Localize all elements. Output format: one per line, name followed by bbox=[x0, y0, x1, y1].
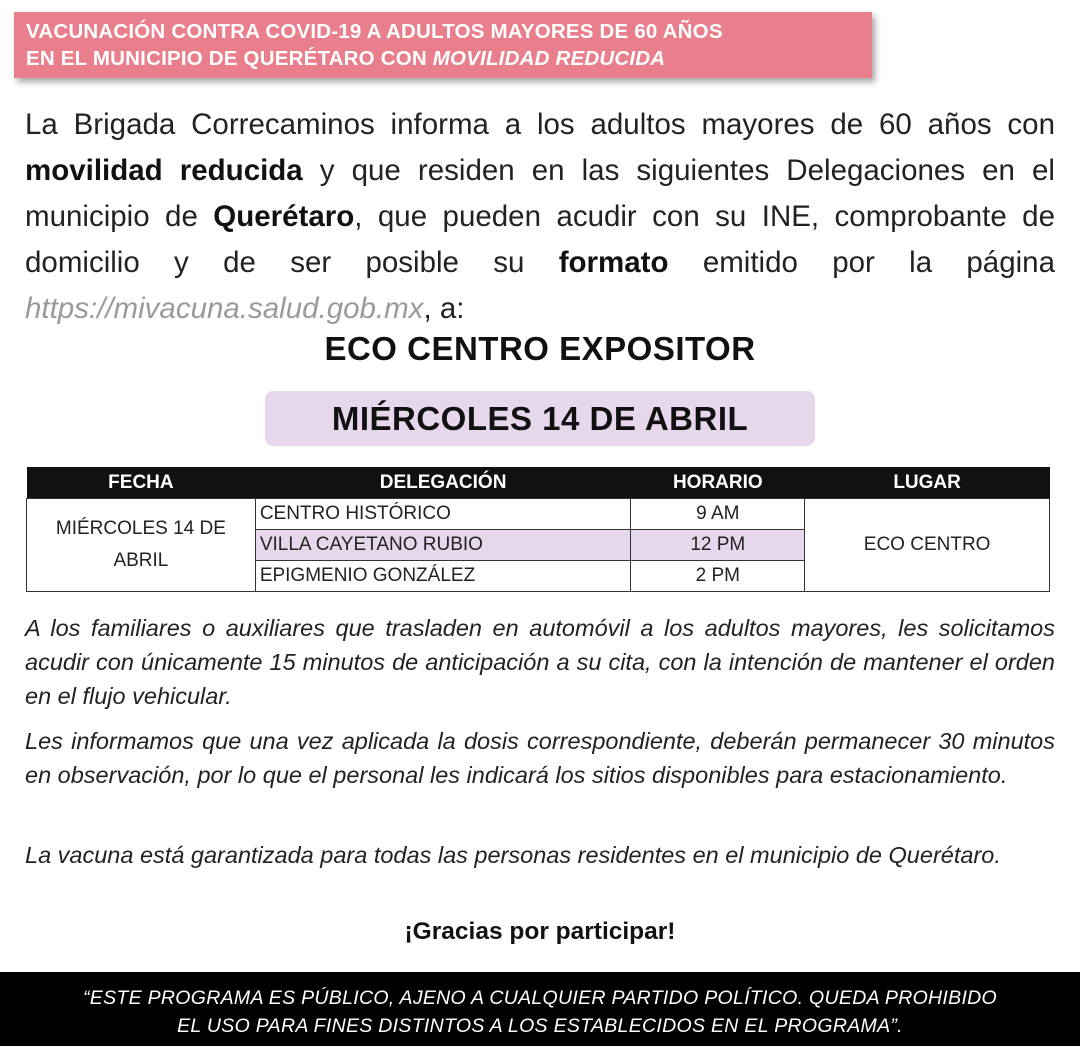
date-cell bbox=[27, 499, 256, 592]
banner-line-2-text: EN EL MUNICIPIO DE QUERÉTARO CON bbox=[26, 47, 433, 70]
delegacion-cell: CENTRO HISTÓRICO bbox=[255, 499, 631, 530]
legal-footer bbox=[0, 972, 1080, 1046]
thanks-message: ¡Gracias por participar! bbox=[404, 918, 676, 945]
intro-paragraph bbox=[25, 102, 1055, 332]
horario-cell: 9 AM bbox=[631, 499, 805, 530]
intro-bold-movilidad: movilidad reducida bbox=[25, 154, 303, 187]
date-cell-line-2: ABRIL bbox=[113, 550, 169, 571]
delegacion-cell: EPIGMENIO GONZÁLEZ bbox=[255, 561, 631, 592]
schedule-table bbox=[26, 467, 1050, 592]
date-cell-line-1: MIÉRCOLES 14 DE bbox=[55, 518, 226, 539]
intro-bold-formato: formato bbox=[558, 246, 669, 279]
footer-line-2: EL USO PARA FINES DISTINTOS A LOS ESTABLECIDOS EN EL PROGRAMA”. bbox=[177, 1015, 903, 1037]
header-lugar: LUGAR bbox=[805, 467, 1050, 499]
header-delegacion: DELEGACIÓN bbox=[255, 467, 631, 499]
horario-cell: 2 PM bbox=[631, 561, 805, 592]
intro-text-5: , a: bbox=[423, 292, 465, 325]
venue-title: ECO CENTRO EXPOSITOR bbox=[324, 330, 756, 367]
banner-line-2-emphasis: MOVILIDAD REDUCIDA bbox=[432, 47, 666, 70]
horario-cell: 12 PM bbox=[631, 530, 805, 561]
intro-text-4: emitido por la página bbox=[668, 246, 1055, 279]
table-row bbox=[27, 499, 1050, 530]
banner-line-2 bbox=[26, 45, 872, 72]
intro-text-2: y que residen en las siguientes Delegaciones en el municipio de bbox=[25, 154, 1055, 233]
intro-text-1: La Brigada Correcaminos informa a los adultos mayores de 60 años con bbox=[25, 108, 1055, 141]
intro-bold-queretaro: Querétaro bbox=[213, 200, 355, 233]
intro-text-3: , que pueden acudir con su INE, comprobante de domicilio y de ser posible su bbox=[25, 200, 1055, 279]
note-observation: Les informamos que una vez aplicada la dosis correspondiente, deberán permanecer 30 minutos en observación, por lo que el personal les indicará los sitios disponibles para estacionamiento. bbox=[25, 728, 1055, 788]
note-traffic: A los familiares o auxiliares que trasladen en automóvil a los adultos mayores, les solicitamos acudir con únicamente 15 minutos de anticipación a su cita, con la intención de mantener el orden en el flujo vehicular. bbox=[25, 615, 1055, 709]
footer-line-1: “ESTE PROGRAMA ES PÚBLICO, AJENO A CUALQUIER PARTIDO POLÍTICO. QUEDA PROHIBIDO bbox=[82, 987, 998, 1009]
date-title-box: MIÉRCOLES 14 DE ABRIL bbox=[265, 391, 815, 446]
header-fecha: FECHA bbox=[27, 467, 256, 499]
delegacion-cell: VILLA CAYETANO RUBIO bbox=[255, 530, 631, 561]
banner-line-1: VACUNACIÓN CONTRA COVID-19 A ADULTOS MAYORES DE 60 AÑOS bbox=[26, 20, 723, 43]
schedule-header-row bbox=[27, 467, 1050, 499]
vaccine-url-link[interactable]: https://mivacuna.salud.gob.mx bbox=[25, 292, 424, 325]
header-horario: HORARIO bbox=[631, 467, 805, 499]
note-guarantee: La vacuna está garantizada para todas las personas residentes en el municipio de Querétaro. bbox=[25, 842, 1001, 868]
lugar-cell: ECO CENTRO bbox=[805, 499, 1050, 592]
header-banner bbox=[14, 12, 872, 78]
